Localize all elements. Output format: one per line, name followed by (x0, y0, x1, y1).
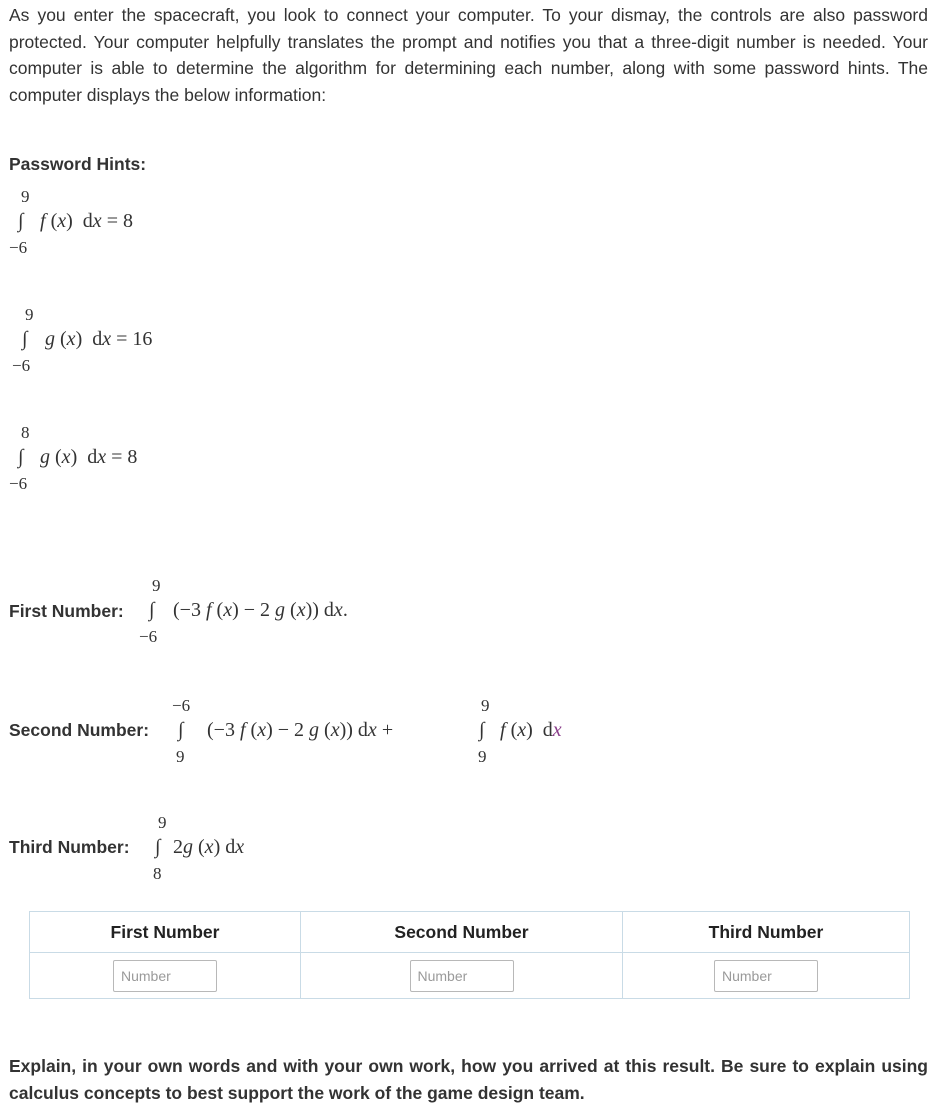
answer-table (29, 911, 910, 999)
header-second-number: Second Number (301, 912, 623, 953)
integral-sign: ∫ (178, 719, 184, 741)
upper-limit: 9 (152, 576, 161, 595)
cell-third-number (623, 953, 910, 999)
third-number-input[interactable] (714, 960, 818, 992)
lower-limit: 8 (153, 864, 162, 883)
second-number-label: Second Number: (9, 720, 150, 740)
integrand: 2g (x) dx (173, 836, 245, 858)
hint-integral-2 (12, 306, 232, 378)
third-number-label: Third Number: (9, 837, 130, 857)
integral-sign: ∫ (149, 599, 155, 621)
intro-paragraph: As you enter the spacecraft, you look to connect your computer. To your dismay, the controls are also password protected. Your computer helpfully translates the prompt and notifies you that a three-digit number is needed. Your computer is able to determine the algorithm for determining each number, along with some password hints. The computer displays the below information: (9, 5, 928, 105)
upper-limit-2: 9 (481, 696, 490, 715)
integral-sign-2: ∫ (479, 719, 485, 741)
hint-integral-3 (9, 424, 209, 496)
lower-limit: −6 (139, 627, 158, 646)
first-number-input[interactable] (113, 960, 217, 992)
upper-limit: 8 (21, 423, 30, 442)
lower-limit: −6 (9, 474, 28, 493)
integrand: (−3 f (x) − 2 g (x)) dx. (173, 599, 348, 621)
lower-limit-2: 9 (478, 747, 487, 766)
table-header-row (30, 912, 910, 953)
integrand-2: f (x) dx (500, 719, 562, 741)
lower-limit: 9 (176, 747, 185, 766)
integral-sign: ∫ (18, 210, 24, 232)
second-number-input[interactable] (410, 960, 514, 992)
upper-limit: −6 (172, 696, 191, 715)
second-number-expression (172, 697, 602, 769)
integral-sign: ∫ (18, 446, 24, 468)
integral-sign: ∫ (22, 328, 28, 350)
upper-limit: 9 (25, 305, 34, 324)
integral-sign: ∫ (155, 836, 161, 858)
cell-second-number (301, 953, 623, 999)
integrand: f (x) dx = 8 (40, 210, 133, 232)
hint-integral-1 (9, 188, 209, 260)
cell-first-number (30, 953, 301, 999)
header-first-number: First Number (30, 912, 301, 953)
integrand: g (x) dx = 8 (40, 446, 138, 468)
integrand: g (x) dx = 16 (45, 328, 153, 350)
upper-limit: 9 (21, 187, 30, 206)
upper-limit: 9 (158, 813, 167, 832)
third-number-integral (152, 814, 352, 886)
hints-heading: Password Hints: (9, 154, 147, 174)
first-number-label: First Number: (9, 601, 124, 621)
integrand: (−3 f (x) − 2 g (x)) dx + (207, 719, 394, 741)
first-number-integral (139, 577, 439, 649)
table-input-row (30, 953, 910, 999)
closing-instructions: Explain, in your own words and with your own work, how you arrived at this result. Be sure to explain using calculus concepts to best support the work of the game design team. (9, 1056, 928, 1103)
header-third-number: Third Number (623, 912, 910, 953)
lower-limit: −6 (9, 238, 28, 257)
lower-limit: −6 (12, 356, 31, 375)
